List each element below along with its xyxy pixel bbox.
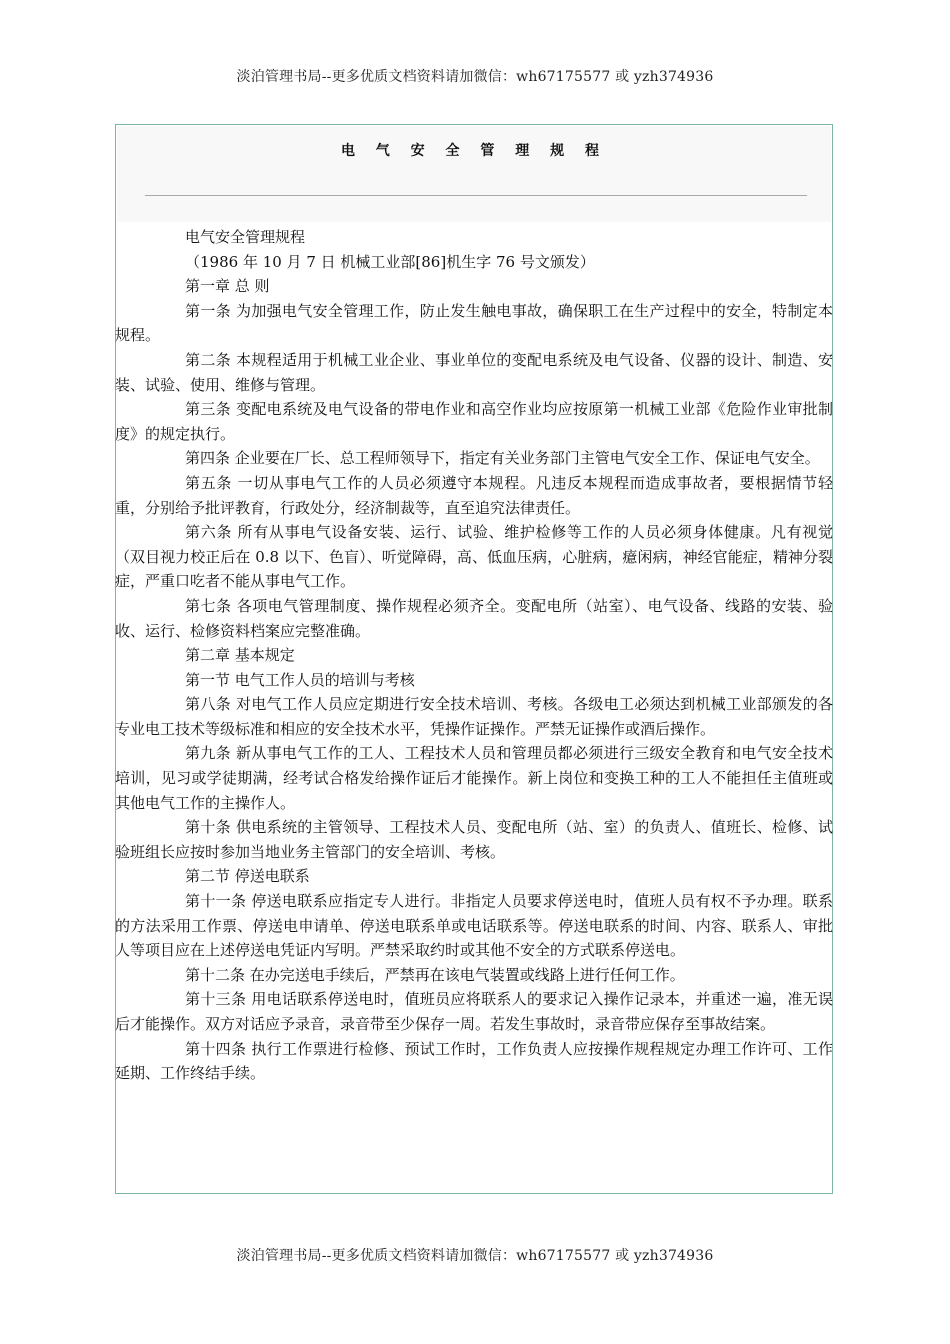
article: 第七条 各项电气管理制度、操作规程必须齐全。变配电所（站室）、电气设备、线路的安装、验收、运行、检修资料档案应完整准确。 <box>115 596 833 640</box>
document-body <box>115 225 833 1086</box>
paragraph: 电气安全管理规程 <box>185 228 306 246</box>
chapter-heading: 第一章 总 则 <box>185 277 270 296</box>
article: 第十三条 用电话联系停送电时，值班员应将联系人的要求记入操作记录本，并重述一遍，准无误后才能操作。双方对话应予录音，录音带至少保存一周。若发生事故时，录音带应保存至事故结案。 <box>115 990 833 1033</box>
article: 第十一条 停送电联系应指定专人进行。非指定人员要求停送电时，值班人员有权不予办理。联系的方法采用工作票、停送电申请单、停送电联系单或电话联系等。停送电联系的时间、内容、联系人、审批人等项目应在上述停送电凭证内写明。严禁采取约时或其他不安全的方式联系停送电。 <box>115 892 833 960</box>
article: 第八条 对电气工作人员应定期进行安全技术培训、考核。各级电工必须达到机械工业部颁发的各专业电工技术等级标准和相应的安全技术水平，凭操作证操作。严禁无证操作或酒后操作。 <box>115 695 833 738</box>
article: 第十条 供电系统的主管领导、工程技术人员、变配电所（站、室）的负责人、值班长、检修、试验班组长应按时参加当地业务主管部门的安全培训、考核。 <box>115 818 833 861</box>
document-title: 电 气 安 全 管 理 规 程 <box>340 143 608 159</box>
article: 第四条 企业要在厂长、总工程师领导下，指定有关业务部门主管电气安全工作、保证电气安全。 <box>185 449 820 468</box>
article: 第六条 所有从事电气设备安装、运行、试验、维护检修等工作的人员必须身体健康。凡有视觉（双目视力校正后在 0.8 以下、色盲）、听觉障碍，高、低血压病，心脏病，癔闲病，神经官能症，精神分裂症，严重口吃者不能从事电气工作。 <box>115 523 833 591</box>
article: 第五条 一切从事电气工作的人员必须遵守本规程。凡违反本规程而造成事故者，要根据情节轻重，分别给予批评教育，行政处分，经济制裁等，直至追究法律责任。 <box>115 473 833 517</box>
title-divider <box>145 195 807 196</box>
page-header: 淡泊管理书局--更多优质文档资料请加微信：wh67175577 或 yzh374936 <box>236 69 714 85</box>
article: 第十二条 在办完送电手续后，严禁再在该电气装置或线路上进行任何工作。 <box>185 965 685 984</box>
chapter-heading: 第二章 基本规定 <box>185 646 295 665</box>
page-footer: 淡泊管理书局--更多优质文档资料请加微信：wh67175577 或 yzh374936 <box>236 1248 714 1264</box>
section-heading: 第二节 停送电联系 <box>185 867 310 886</box>
title-band <box>117 126 831 222</box>
article: 第三条 变配电系统及电气设备的带电作业和高空作业均应按原第一机械工业部《危险作业审批制度》的规定执行。 <box>115 400 833 443</box>
section-heading: 第一节 电气工作人员的培训与考核 <box>185 670 415 689</box>
article: 第一条 为加强电气安全管理工作，防止发生触电事故，确保职工在生产过程中的安全，特制定本规程。 <box>115 301 833 345</box>
article: 第九条 新从事电气工作的工人、工程技术人员和管理员都必须进行三级安全教育和电气安全技术培训，见习或学徒期满，经考试合格发给操作证后才能操作。新上岗位和变换工种的工人不能担任主值班或其他电气工作的主操作人。 <box>115 744 833 812</box>
article: 第二条 本规程适用于机械工业企业、事业单位的变配电系统及电气设备、仪器的设计、制造、安装、试验、使用、维修与管理。 <box>115 350 833 394</box>
paragraph: （1986 年 10 月 7 日 机械工业部[86]机生字 76 号文颁发） <box>185 252 595 271</box>
article: 第十四条 执行工作票进行检修、预试工作时，工作负责人应按操作规程规定办理工作许可、工作延期、工作终结手续。 <box>115 1039 833 1083</box>
